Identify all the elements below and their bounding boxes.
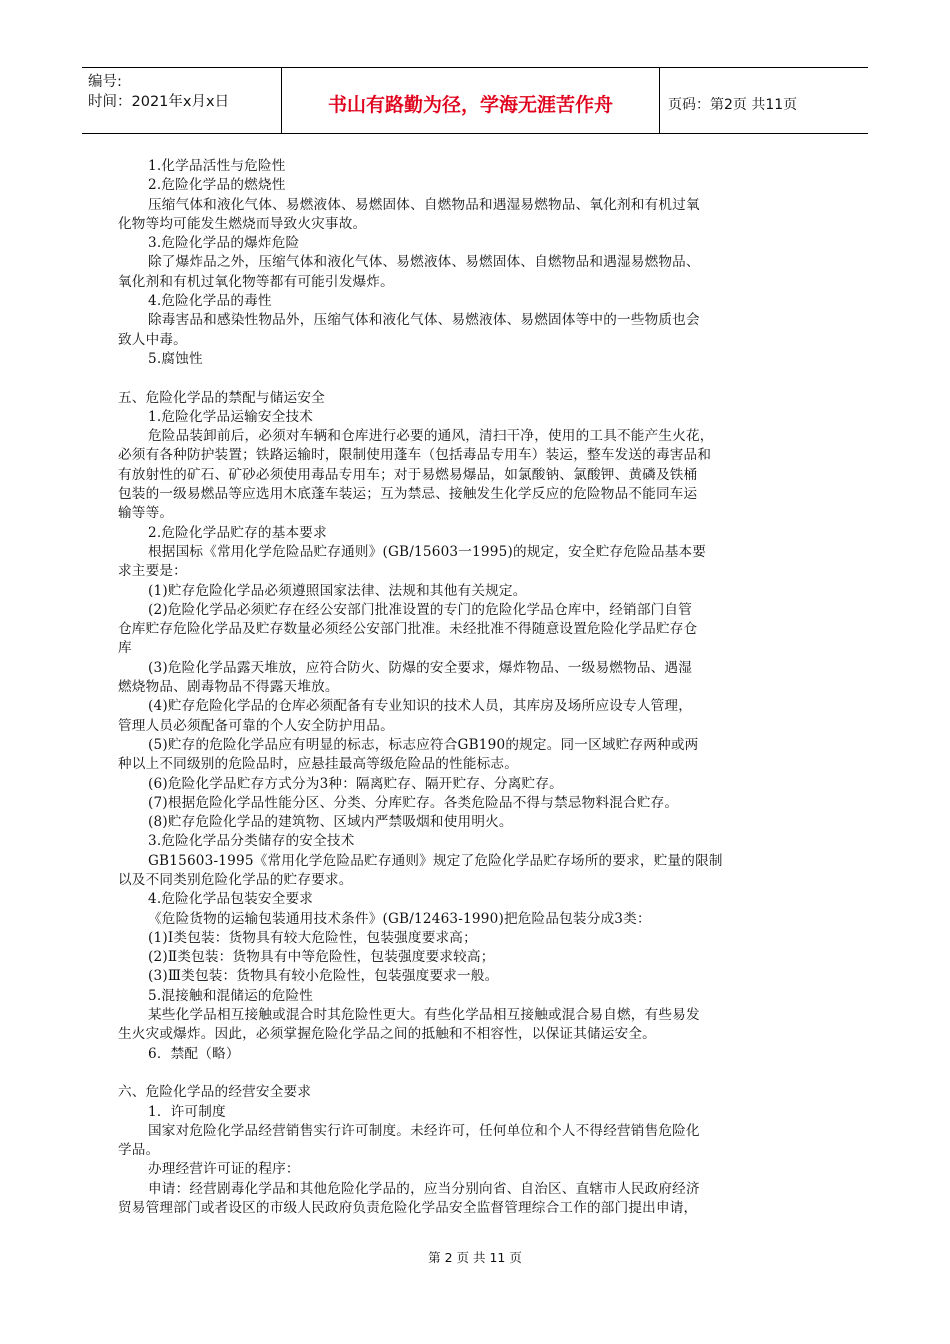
text-line: 贸易管理部门或者设区的市级人民政府负责危险化学品安全监督管理综合工作的部门提出申请， (118, 1200, 698, 1217)
text-line: 燃烧物品、剧毒物品不得露天堆放。 (118, 679, 339, 696)
text-line: (1)贮存危险化学品必须遵照国家法律、法规和其他有关规定。 (148, 582, 527, 599)
text-line: 种以上不同级别的危险品时，应悬挂最高等级危险品的性能标志。 (118, 756, 519, 773)
text-line: 6．禁配（略） (148, 1045, 240, 1062)
document-date: 时间：2021年x月x日 (88, 94, 230, 110)
text-line: 学品。 (118, 1142, 160, 1159)
text-line: 化物等均可能发生燃烧而导致火灾事故。 (118, 215, 367, 232)
text-line: 3.危险化学品的爆炸危险 (148, 235, 300, 252)
text-line: 1．许可制度 (148, 1103, 226, 1120)
text-line: (2)Ⅱ类包装：货物具有中等危险性，包装强度要求较高； (148, 949, 495, 966)
text-line: 以及不同类别危险化学品的贮存要求。 (118, 871, 353, 888)
text-line: 2.危险化学品贮存的基本要求 (148, 524, 327, 541)
text-line: 国家对危险化学品经营销售实行许可制度。未经许可，任何单位和个人不得经营销售危险化 (148, 1122, 700, 1139)
text-line: 申请：经营剧毒化学品和其他危险化学品的，应当分别向省、自治区、直辖市人民政府经济 (148, 1180, 700, 1197)
text-line: 必须有各种防护装置；铁路运输时，限制使用蓬车（包括毒品专用车）装运，整车发送的毒害品和 (118, 447, 712, 464)
text-line: 3.危险化学品分类储存的安全技术 (148, 833, 355, 850)
text-line: 办理经营许可证的程序： (148, 1161, 300, 1178)
text-line: 除毒害品和感染性物品外，压缩气体和液化气体、易燃液体、易燃固体等中的一些物质也会 (148, 312, 700, 329)
text-line: 仓库贮存危险化学品及贮存数量必须经公安部门批准。未经批准不得随意设置危险化学品贮存仓 (118, 621, 698, 638)
text-line: 1.危险化学品运输安全技术 (148, 408, 314, 425)
text-line: 包装的一级易燃品等应选用木底蓬车装运；互为禁忌、接触发生化学反应的危险物品不能同车运 (118, 486, 698, 503)
text-line: 输等等。 (118, 505, 174, 522)
text-line: 5.混接触和混储运的危险性 (148, 987, 314, 1004)
header-page-number: 页码：第2页 共11页 (668, 96, 798, 113)
text-line: (5)贮存的危险化学品应有明显的标志，标志应符合GB190的规定。同一区域贮存两种或两 (148, 736, 699, 753)
text-line: 生火灾或爆炸。因此，必须掌握危险化学品之间的抵触和不相容性，以保证其储运安全。 (118, 1026, 656, 1043)
text-line: 求主要是： (118, 563, 187, 580)
text-line: 《危险货物的运输包装通用技术条件》(GB/12463-1990)把危险品包装分成3类： (148, 910, 651, 927)
text-line: (3)危险化学品露天堆放，应符合防火、防爆的安全要求，爆炸物品、一级易燃物品、遇湿 (148, 659, 693, 676)
document-body (118, 157, 838, 1218)
text-line: 五、危险化学品的禁配与储运安全 (118, 389, 325, 406)
page-header (82, 67, 868, 134)
text-line: 有放射性的矿石、矿砂必须使用毒品专用车；对于易燃易爆品，如氯酸钠、氯酸钾、黄磷及铁桶 (118, 466, 698, 483)
blank-line (118, 369, 838, 388)
text-line: (8)贮存危险化学品的建筑物、区域内严禁吸烟和使用明火。 (148, 814, 513, 831)
text-line: (1)Ⅰ类包装：货物具有较大危险性，包装强度要求高； (148, 929, 477, 946)
text-line: (6)危险化学品贮存方式分为3种：隔离贮存、隔开贮存、分离贮存。 (148, 775, 563, 792)
text-line: 除了爆炸品之外，压缩气体和液化气体、易燃液体、易燃固体、自燃物品和遇湿易燃物品、 (148, 254, 700, 271)
text-line: 致人中毒。 (118, 331, 187, 348)
text-line: (3)Ⅲ类包装：货物具有较小危险性，包装强度要求一般。 (148, 968, 499, 985)
text-line: 1.化学品活性与危险性 (148, 158, 286, 174)
text-line: 5.腐蚀性 (148, 350, 203, 367)
text-line: 库 (118, 640, 132, 657)
text-line: 氧化剂和有机过氧化物等都有可能引发爆炸。 (118, 273, 394, 290)
text-line: 管理人员必须配备可靠的个人安全防护用品。 (118, 717, 394, 734)
text-line: 某些化学品相互接触或混合时其危险性更大。有些化学品相互接触或混合易自燃，有些易发 (148, 1007, 700, 1024)
header-meta (82, 68, 282, 133)
page-footer: 第 2 页 共 11 页 (428, 1250, 522, 1265)
text-line: 危险品装卸前后，必须对车辆和仓库进行必要的通风，清扫干净，使用的工具不能产生火花， (148, 428, 714, 445)
text-line: 2.危险化学品的燃烧性 (148, 177, 286, 194)
text-line: 六、危险化学品的经营安全要求 (118, 1084, 312, 1101)
text-line: 4.危险化学品包装安全要求 (148, 891, 314, 908)
text-line: 根据国标《常用化学危险品贮存通则》(GB/15603一1995)的规定，安全贮存危险品基本要 (148, 543, 707, 560)
text-line: (2)危险化学品必须贮存在经公安部门批准设置的专门的危险化学品仓库中，经销部门自管 (148, 601, 693, 618)
text-line: (4)贮存危险化学品的仓库必须配备有专业知识的技术人员，其库房及场所应设专人管理， (148, 698, 693, 715)
text-line: 4.危险化学品的毒性 (148, 293, 272, 310)
blank-line (118, 1064, 838, 1083)
header-motto: 书山有路勤为径，学海无涯苦作舟 (282, 68, 660, 133)
text-line: 压缩气体和液化气体、易燃液体、易燃固体、自燃物品和遇湿易燃物品、氧化剂和有机过氧 (148, 196, 700, 213)
text-line: GB15603-1995《常用化学危险品贮存通则》规定了危险化学品贮存场所的要求，贮量的限制 (148, 852, 723, 869)
document-number-label: 编号: (88, 74, 122, 90)
text-line: (7)根据危险化学品性能分区、分类、分库贮存。各类危险品不得与禁忌物料混合贮存。 (148, 794, 679, 811)
